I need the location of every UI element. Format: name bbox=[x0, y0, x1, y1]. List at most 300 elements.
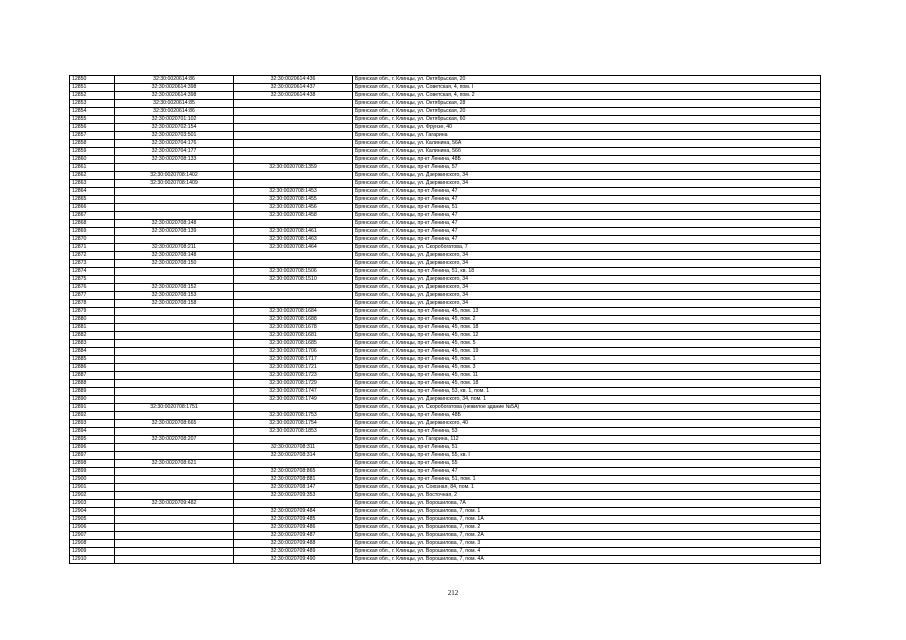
address-cell: Брянская обл., г. Клинцы, пр-кт Ленина, 45, пом. 1 bbox=[353, 356, 821, 364]
address-cell: Брянская обл., г. Клинцы, пр-кт Ленина, 55, кв. I bbox=[353, 452, 821, 460]
cadastral-parent-cell: 32:30:0020708:621 bbox=[115, 460, 234, 468]
cadastral-number-cell bbox=[234, 132, 353, 140]
address-cell: Брянская обл., г. Клинцы, пр-кт Ленина, 45, пом. 3 bbox=[353, 364, 821, 372]
address-cell: Брянская обл., г. Клинцы, пр-кт Ленина, 51 bbox=[353, 444, 821, 452]
cadastral-number-cell bbox=[234, 124, 353, 132]
table-row bbox=[70, 284, 821, 292]
row-number-cell: 12867 bbox=[70, 212, 115, 220]
cadastral-parent-cell: 32:30:0020614:85 bbox=[115, 100, 234, 108]
row-number-cell: 12869 bbox=[70, 228, 115, 236]
table-row bbox=[70, 172, 821, 180]
cadastral-parent-cell: 32:30:0020708:1402 bbox=[115, 172, 234, 180]
cadastral-parent-cell bbox=[115, 308, 234, 316]
row-number-cell: 12865 bbox=[70, 196, 115, 204]
address-cell: Брянская обл., г. Клинцы, пр-кт Ленина, 48Б bbox=[353, 156, 821, 164]
cadastral-number-cell: 32:30:0020614:437 bbox=[234, 84, 353, 92]
row-number-cell: 12852 bbox=[70, 92, 115, 100]
cadastral-parent-cell bbox=[115, 412, 234, 420]
table-row bbox=[70, 324, 821, 332]
table-row bbox=[70, 300, 821, 308]
table-row bbox=[70, 252, 821, 260]
table-row bbox=[70, 180, 821, 188]
address-cell: Брянская обл., г. Клинцы, пр-кт Ленина, 45, пом. 12 bbox=[353, 332, 821, 340]
cadastral-parent-cell bbox=[115, 492, 234, 500]
row-number-cell: 12870 bbox=[70, 236, 115, 244]
row-number-cell: 12897 bbox=[70, 452, 115, 460]
address-cell: Брянская обл., г. Клинцы, пр-кт Ленина, 45, пом. 2 bbox=[353, 316, 821, 324]
address-cell: Брянская обл., г. Клинцы, ул. Гагарина, 112 bbox=[353, 436, 821, 444]
cadastral-number-cell bbox=[234, 460, 353, 468]
address-cell: Брянская обл., г. Клинцы, ул. Дзержинского, 34 bbox=[353, 300, 821, 308]
table-row bbox=[70, 204, 821, 212]
table-row bbox=[70, 244, 821, 252]
cadastral-number-cell: 32:30:0020708:1455 bbox=[234, 196, 353, 204]
address-cell: Брянская обл., г. Клинцы, ул. Ворошилова, 7, пом. 1 bbox=[353, 508, 821, 516]
cadastral-number-cell: 32:30:0020708:1706 bbox=[234, 348, 353, 356]
table-row bbox=[70, 148, 821, 156]
address-cell: Брянская обл., г. Клинцы, пр-кт Ленина, 47 bbox=[353, 188, 821, 196]
row-number-cell: 12908 bbox=[70, 540, 115, 548]
address-cell: Брянская обл., г. Клинцы, пр-кт Ленина, 47 bbox=[353, 468, 821, 476]
cadastral-number-cell: 32:30:0020709:353 bbox=[234, 492, 353, 500]
cadastral-number-cell bbox=[234, 116, 353, 124]
address-cell: Брянская обл., г. Клинцы, ул. Ворошилова, 7, пом. 4А bbox=[353, 556, 821, 564]
cadastral-parent-cell: 32:30:0020708:148 bbox=[115, 252, 234, 260]
address-cell: Брянская обл., г. Клинцы, пр-кт Ленина, 53 bbox=[353, 428, 821, 436]
table-row bbox=[70, 500, 821, 508]
table-row bbox=[70, 196, 821, 204]
cadastral-parent-cell: 32:30:0020708:133 bbox=[115, 156, 234, 164]
cadastral-number-cell: 32:30:0020614:438 bbox=[234, 92, 353, 100]
table-row bbox=[70, 76, 821, 84]
table-row bbox=[70, 516, 821, 524]
cadastral-parent-cell bbox=[115, 188, 234, 196]
cadastral-parent-cell bbox=[115, 380, 234, 388]
table-row bbox=[70, 452, 821, 460]
address-cell: Брянская обл., г. Клинцы, пр-кт Ленина, 51 bbox=[353, 204, 821, 212]
cadastral-number-cell: 32:30:0020708:1463 bbox=[234, 236, 353, 244]
address-cell: Брянская обл., г. Клинцы, пр-кт Ленина, 57 bbox=[353, 164, 821, 172]
row-number-cell: 12899 bbox=[70, 468, 115, 476]
row-number-cell: 12905 bbox=[70, 516, 115, 524]
address-cell: Брянская обл., г. Клинцы, ул. Калинина, 56б bbox=[353, 148, 821, 156]
row-number-cell: 12888 bbox=[70, 380, 115, 388]
address-cell: Брянская обл., г. Клинцы, пр-кт Ленина, 45, пом. 19 bbox=[353, 348, 821, 356]
row-number-cell: 12859 bbox=[70, 148, 115, 156]
row-number-cell: 12873 bbox=[70, 260, 115, 268]
cadastral-number-cell: 32:30:0020708:147 bbox=[234, 484, 353, 492]
row-number-cell: 12906 bbox=[70, 524, 115, 532]
row-number-cell: 12875 bbox=[70, 276, 115, 284]
address-cell: Брянская обл., г. Клинцы, ул. Дзержинского, 34 bbox=[353, 172, 821, 180]
table-row bbox=[70, 556, 821, 564]
row-number-cell: 12868 bbox=[70, 220, 115, 228]
cadastral-number-cell bbox=[234, 500, 353, 508]
cadastral-parent-cell bbox=[115, 428, 234, 436]
address-cell: Брянская обл., г. Клинцы, ул. Калинина, 56А bbox=[353, 140, 821, 148]
cadastral-parent-cell bbox=[115, 324, 234, 332]
cadastral-number-cell: 32:30:0020708:1458 bbox=[234, 212, 353, 220]
row-number-cell: 12851 bbox=[70, 84, 115, 92]
cadastral-parent-cell bbox=[115, 316, 234, 324]
cadastral-number-cell: 32:30:0020708:881 bbox=[234, 476, 353, 484]
address-cell: Брянская обл., г. Клинцы, ул. Дзержинского, 34 bbox=[353, 260, 821, 268]
table-row bbox=[70, 524, 821, 532]
cadastral-parent-cell bbox=[115, 196, 234, 204]
address-cell: Брянская обл., г. Клинцы, ул. Союзная, 84, пом. 1 bbox=[353, 484, 821, 492]
cadastral-parent-cell: 32:30:0020708:1409 bbox=[115, 180, 234, 188]
cadastral-number-cell bbox=[234, 260, 353, 268]
cadastral-parent-cell bbox=[115, 332, 234, 340]
row-number-cell: 12879 bbox=[70, 308, 115, 316]
address-cell: Брянская обл., г. Клинцы, пр-кт Ленина, 48Б bbox=[353, 412, 821, 420]
table-row bbox=[70, 340, 821, 348]
address-cell: Брянская обл., г. Клинцы, ул. Дзержинского, 34 bbox=[353, 252, 821, 260]
cadastral-number-cell bbox=[234, 156, 353, 164]
register-table-body bbox=[70, 76, 821, 564]
cadastral-number-cell: 32:30:0020708:1510 bbox=[234, 276, 353, 284]
table-row bbox=[70, 228, 821, 236]
address-cell: Брянская обл., г. Клинцы, ул. Восточная, 2 bbox=[353, 492, 821, 500]
row-number-cell: 12909 bbox=[70, 548, 115, 556]
cadastral-parent-cell bbox=[115, 508, 234, 516]
cadastral-parent-cell bbox=[115, 348, 234, 356]
cadastral-number-cell: 32:30:0020709:490 bbox=[234, 556, 353, 564]
cadastral-number-cell bbox=[234, 172, 353, 180]
row-number-cell: 12898 bbox=[70, 460, 115, 468]
cadastral-number-cell bbox=[234, 100, 353, 108]
row-number-cell: 12855 bbox=[70, 116, 115, 124]
cadastral-parent-cell: 32:30:0020709:482 bbox=[115, 500, 234, 508]
table-row bbox=[70, 404, 821, 412]
address-cell: Брянская обл., г. Клинцы, ул. Октябрьская, 60 bbox=[353, 116, 821, 124]
row-number-cell: 12885 bbox=[70, 356, 115, 364]
cadastral-parent-cell bbox=[115, 484, 234, 492]
address-cell: Брянская обл., г. Клинцы, ул. Ворошилова, 7, пом. 4 bbox=[353, 548, 821, 556]
table-row bbox=[70, 380, 821, 388]
cadastral-parent-cell: 32:30:0020614:86 bbox=[115, 76, 234, 84]
address-cell: Брянская обл., г. Клинцы, ул. Скоробогатова, 7 bbox=[353, 244, 821, 252]
cadastral-number-cell: 32:30:0020708:1453 bbox=[234, 188, 353, 196]
cadastral-number-cell: 32:30:0020708:1506 bbox=[234, 268, 353, 276]
row-number-cell: 12900 bbox=[70, 476, 115, 484]
cadastral-number-cell bbox=[234, 148, 353, 156]
cadastral-number-cell: 32:30:0020708:1753 bbox=[234, 412, 353, 420]
table-row bbox=[70, 444, 821, 452]
cadastral-parent-cell bbox=[115, 164, 234, 172]
cadastral-number-cell: 32:30:0020709:486 bbox=[234, 524, 353, 532]
row-number-cell: 12858 bbox=[70, 140, 115, 148]
cadastral-number-cell bbox=[234, 252, 353, 260]
cadastral-number-cell: 32:30:0020709:489 bbox=[234, 548, 353, 556]
cadastral-number-cell: 32:30:0020708:1717 bbox=[234, 356, 353, 364]
row-number-cell: 12902 bbox=[70, 492, 115, 500]
cadastral-parent-cell: 32:30:0020701:102 bbox=[115, 116, 234, 124]
cadastral-parent-cell bbox=[115, 372, 234, 380]
address-cell: Брянская обл., г. Клинцы, ул. Скоробогатова (нежилое здание №5А) bbox=[353, 404, 821, 412]
row-number-cell: 12857 bbox=[70, 132, 115, 140]
address-cell: Брянская обл., г. Клинцы, пр-кт Ленина, 47 bbox=[353, 228, 821, 236]
cadastral-number-cell: 32:30:0020708:1461 bbox=[234, 228, 353, 236]
table-row bbox=[70, 420, 821, 428]
table-row bbox=[70, 492, 821, 500]
row-number-cell: 12853 bbox=[70, 100, 115, 108]
table-row bbox=[70, 396, 821, 404]
table-row bbox=[70, 508, 821, 516]
row-number-cell: 12895 bbox=[70, 436, 115, 444]
cadastral-parent-cell bbox=[115, 548, 234, 556]
row-number-cell: 12863 bbox=[70, 180, 115, 188]
row-number-cell: 12889 bbox=[70, 388, 115, 396]
row-number-cell: 12866 bbox=[70, 204, 115, 212]
table-row bbox=[70, 132, 821, 140]
cadastral-number-cell bbox=[234, 300, 353, 308]
cadastral-parent-cell bbox=[115, 340, 234, 348]
table-row bbox=[70, 332, 821, 340]
address-cell: Брянская обл., г. Клинцы, пр-кт Ленина, 47 bbox=[353, 212, 821, 220]
address-cell: Брянская обл., г. Клинцы, ул. Ворошилова, 7, пом. 2А bbox=[353, 532, 821, 540]
row-number-cell: 12860 bbox=[70, 156, 115, 164]
address-cell: Брянская обл., г. Клинцы, пр-кт Ленина, 51, пом. 1 bbox=[353, 476, 821, 484]
row-number-cell: 12871 bbox=[70, 244, 115, 252]
address-cell: Брянская обл., г. Клинцы, пр-кт Ленина, 45, пом. 18 bbox=[353, 324, 821, 332]
row-number-cell: 12864 bbox=[70, 188, 115, 196]
cadastral-parent-cell: 32:30:0020708:150 bbox=[115, 260, 234, 268]
cadastral-parent-cell: 32:30:0020708:211 bbox=[115, 244, 234, 252]
cadastral-parent-cell bbox=[115, 212, 234, 220]
table-row bbox=[70, 428, 821, 436]
row-number-cell: 12904 bbox=[70, 508, 115, 516]
cadastral-parent-cell bbox=[115, 276, 234, 284]
row-number-cell: 12890 bbox=[70, 396, 115, 404]
table-row bbox=[70, 84, 821, 92]
cadastral-number-cell: 32:30:0020709:484 bbox=[234, 508, 353, 516]
address-cell: Брянская обл., г. Клинцы, пр-кт Ленина, 45, пом. 11 bbox=[353, 372, 821, 380]
cadastral-parent-cell bbox=[115, 268, 234, 276]
cadastral-number-cell bbox=[234, 220, 353, 228]
table-row bbox=[70, 540, 821, 548]
cadastral-number-cell bbox=[234, 404, 353, 412]
row-number-cell: 12881 bbox=[70, 324, 115, 332]
table-row bbox=[70, 468, 821, 476]
row-number-cell: 12861 bbox=[70, 164, 115, 172]
row-number-cell: 12910 bbox=[70, 556, 115, 564]
cadastral-parent-cell bbox=[115, 468, 234, 476]
page-number: 212 bbox=[447, 589, 459, 597]
table-row bbox=[70, 308, 821, 316]
address-cell: Брянская обл., г. Клинцы, ул. Ворошилова, 7А bbox=[353, 500, 821, 508]
cadastral-number-cell bbox=[234, 180, 353, 188]
cadastral-parent-cell: 32:30:0020704:176 bbox=[115, 140, 234, 148]
cadastral-parent-cell bbox=[115, 444, 234, 452]
address-cell: Брянская обл., г. Клинцы, пр-кт Ленина, 51, кв. 18 bbox=[353, 268, 821, 276]
cadastral-number-cell: 32:30:0020708:865 bbox=[234, 468, 353, 476]
cadastral-number-cell: 32:30:0020708:1853 bbox=[234, 428, 353, 436]
cadastral-number-cell bbox=[234, 292, 353, 300]
cadastral-number-cell: 32:30:0020708:1754 bbox=[234, 420, 353, 428]
row-number-cell: 12883 bbox=[70, 340, 115, 348]
row-number-cell: 12903 bbox=[70, 500, 115, 508]
address-cell: Брянская обл., г. Клинцы, ул. Октябрьская, 20 bbox=[353, 108, 821, 116]
address-cell: Брянская обл., г. Клинцы, ул. Дзержинского, 40 bbox=[353, 420, 821, 428]
cadastral-number-cell: 32:30:0020708:1721 bbox=[234, 364, 353, 372]
cadastral-parent-cell: 32:30:0020708:665 bbox=[115, 420, 234, 428]
cadastral-parent-cell: 32:30:0020614:398 bbox=[115, 92, 234, 100]
cadastral-parent-cell bbox=[115, 516, 234, 524]
cadastral-parent-cell bbox=[115, 396, 234, 404]
cadastral-parent-cell bbox=[115, 476, 234, 484]
address-cell: Брянская обл., г. Клинцы, ул. Ворошилова, 7, пом. 3 bbox=[353, 540, 821, 548]
cadastral-number-cell bbox=[234, 140, 353, 148]
table-row bbox=[70, 356, 821, 364]
cadastral-number-cell: 32:30:0020708:1685 bbox=[234, 340, 353, 348]
address-cell: Брянская обл., г. Клинцы, ул. Гагарина bbox=[353, 132, 821, 140]
cadastral-number-cell: 32:30:0020708:1359 bbox=[234, 164, 353, 172]
table-row bbox=[70, 388, 821, 396]
table-row bbox=[70, 156, 821, 164]
cadastral-parent-cell bbox=[115, 452, 234, 460]
address-cell: Брянская обл., г. Клинцы, пр-кт Ленина, 55 bbox=[353, 460, 821, 468]
table-row bbox=[70, 364, 821, 372]
cadastral-number-cell: 32:30:0020708:1464 bbox=[234, 244, 353, 252]
table-row bbox=[70, 260, 821, 268]
cadastral-number-cell: 32:30:0020708:311 bbox=[234, 444, 353, 452]
address-cell: Брянская обл., г. Клинцы, ул. Фрунзе, 40 bbox=[353, 124, 821, 132]
row-number-cell: 12856 bbox=[70, 124, 115, 132]
table-row bbox=[70, 532, 821, 540]
cadastral-number-cell: 32:30:0020708:1729 bbox=[234, 380, 353, 388]
table-row bbox=[70, 436, 821, 444]
table-row bbox=[70, 372, 821, 380]
cadastral-parent-cell: 32:30:0020708:207 bbox=[115, 436, 234, 444]
row-number-cell: 12878 bbox=[70, 300, 115, 308]
table-row bbox=[70, 292, 821, 300]
cadastral-number-cell bbox=[234, 284, 353, 292]
address-cell: Брянская обл., г. Клинцы, пр-кт Ленина, 45, пом. 18 bbox=[353, 380, 821, 388]
cadastral-parent-cell bbox=[115, 356, 234, 364]
row-number-cell: 12854 bbox=[70, 108, 115, 116]
address-cell: Брянская обл., г. Клинцы, ул. Дзержинского, 34 bbox=[353, 292, 821, 300]
cadastral-number-cell: 32:30:0020709:488 bbox=[234, 540, 353, 548]
cadastral-number-cell: 32:30:0020708:1678 bbox=[234, 324, 353, 332]
address-cell: Брянская обл., г. Клинцы, ул. Октябрьская, 20 bbox=[353, 76, 821, 84]
row-number-cell: 12901 bbox=[70, 484, 115, 492]
row-number-cell: 12907 bbox=[70, 532, 115, 540]
cadastral-number-cell bbox=[234, 108, 353, 116]
address-cell: Брянская обл., г. Клинцы, ул. Дзержинского, 34 bbox=[353, 284, 821, 292]
cadastral-number-cell: 32:30:0020708:1681 bbox=[234, 332, 353, 340]
table-row bbox=[70, 188, 821, 196]
row-number-cell: 12892 bbox=[70, 412, 115, 420]
row-number-cell: 12887 bbox=[70, 372, 115, 380]
cadastral-number-cell: 32:30:0020709:485 bbox=[234, 516, 353, 524]
cadastral-parent-cell: 32:30:0020614:398 bbox=[115, 84, 234, 92]
table-row bbox=[70, 100, 821, 108]
table-row bbox=[70, 548, 821, 556]
row-number-cell: 12882 bbox=[70, 332, 115, 340]
address-cell: Брянская обл., г. Клинцы, пр-кт Ленина, 45, пом. 13 bbox=[353, 308, 821, 316]
address-cell: Брянская обл., г. Клинцы, пр-кт Ленина, 47 bbox=[353, 236, 821, 244]
cadastral-parent-cell bbox=[115, 388, 234, 396]
cadastral-number-cell bbox=[234, 436, 353, 444]
address-cell: Брянская обл., г. Клинцы, ул. Октябрьская, 28 bbox=[353, 100, 821, 108]
cadastral-parent-cell: 32:30:0020708:139 bbox=[115, 228, 234, 236]
table-row bbox=[70, 140, 821, 148]
cadastral-parent-cell: 32:30:0020702:154 bbox=[115, 124, 234, 132]
cadastral-parent-cell: 32:30:0020708:153 bbox=[115, 292, 234, 300]
row-number-cell: 12876 bbox=[70, 284, 115, 292]
table-row bbox=[70, 92, 821, 100]
table-row bbox=[70, 348, 821, 356]
table-row bbox=[70, 236, 821, 244]
cadastral-number-cell: 32:30:0020708:1688 bbox=[234, 316, 353, 324]
table-row bbox=[70, 412, 821, 420]
cadastral-parent-cell bbox=[115, 532, 234, 540]
cadastral-parent-cell: 32:30:0020703:501 bbox=[115, 132, 234, 140]
cadastral-number-cell: 32:30:0020708:1723 bbox=[234, 372, 353, 380]
table-row bbox=[70, 476, 821, 484]
cadastral-number-cell: 32:30:0020708:1456 bbox=[234, 204, 353, 212]
address-cell: Брянская обл., г. Клинцы, ул. Советская, 4, пом. 2 bbox=[353, 92, 821, 100]
cadastral-number-cell: 32:30:0020709:487 bbox=[234, 532, 353, 540]
address-cell: Брянская обл., г. Клинцы, ул. Дзержинского, 34 bbox=[353, 180, 821, 188]
address-cell: Брянская обл., г. Клинцы, пр-кт Ленина, 45, пом. 5 bbox=[353, 340, 821, 348]
row-number-cell: 12891 bbox=[70, 404, 115, 412]
table-row bbox=[70, 116, 821, 124]
cadastral-number-cell: 32:30:0020708:1749 bbox=[234, 396, 353, 404]
table-row bbox=[70, 164, 821, 172]
cadastral-number-cell: 32:30:0020708:1684 bbox=[234, 308, 353, 316]
row-number-cell: 12894 bbox=[70, 428, 115, 436]
table-row bbox=[70, 124, 821, 132]
cadastral-parent-cell bbox=[115, 524, 234, 532]
row-number-cell: 12862 bbox=[70, 172, 115, 180]
cadastral-parent-cell: 32:30:0020708:148 bbox=[115, 220, 234, 228]
table-row bbox=[70, 276, 821, 284]
row-number-cell: 12893 bbox=[70, 420, 115, 428]
row-number-cell: 12886 bbox=[70, 364, 115, 372]
cadastral-parent-cell: 32:30:0020614:86 bbox=[115, 108, 234, 116]
cadastral-number-cell: 32:30:0020614:436 bbox=[234, 76, 353, 84]
cadastral-number-cell: 32:30:0020708:314 bbox=[234, 452, 353, 460]
cadastral-parent-cell bbox=[115, 540, 234, 548]
address-cell: Брянская обл., г. Клинцы, ул. Дзержинского, 34, пом. 1 bbox=[353, 396, 821, 404]
cadastral-parent-cell: 32:30:0020708:1751 bbox=[115, 404, 234, 412]
cadastral-parent-cell: 32:30:0020708:158 bbox=[115, 300, 234, 308]
cadastral-parent-cell bbox=[115, 236, 234, 244]
table-row bbox=[70, 212, 821, 220]
address-cell: Брянская обл., г. Клинцы, пр-кт Ленина, 47 bbox=[353, 196, 821, 204]
table-row bbox=[70, 460, 821, 468]
address-cell: Брянская обл., г. Клинцы, ул. Ворошилова, 7, пом. 1А bbox=[353, 516, 821, 524]
address-cell: Брянская обл., г. Клинцы, пр-кт Ленина, 53, кв. 1, пом. 1 bbox=[353, 388, 821, 396]
address-cell: Брянская обл., г. Клинцы, ул. Ворошилова, 7, пом. 2 bbox=[353, 524, 821, 532]
cadastral-parent-cell bbox=[115, 204, 234, 212]
cadastral-parent-cell: 32:30:0020704:177 bbox=[115, 148, 234, 156]
address-cell: Брянская обл., г. Клинцы, ул. Дзержинского, 34 bbox=[353, 276, 821, 284]
row-number-cell: 12880 bbox=[70, 316, 115, 324]
row-number-cell: 12872 bbox=[70, 252, 115, 260]
row-number-cell: 12877 bbox=[70, 292, 115, 300]
cadastral-parent-cell: 32:30:0020708:152 bbox=[115, 284, 234, 292]
table-row bbox=[70, 220, 821, 228]
table-row bbox=[70, 484, 821, 492]
table-row bbox=[70, 268, 821, 276]
address-cell: Брянская обл., г. Клинцы, пр-кт Ленина, 47 bbox=[353, 220, 821, 228]
address-cell: Брянская обл., г. Клинцы, ул. Советская, 4, пом. I bbox=[353, 84, 821, 92]
row-number-cell: 12850 bbox=[70, 76, 115, 84]
table-row bbox=[70, 316, 821, 324]
